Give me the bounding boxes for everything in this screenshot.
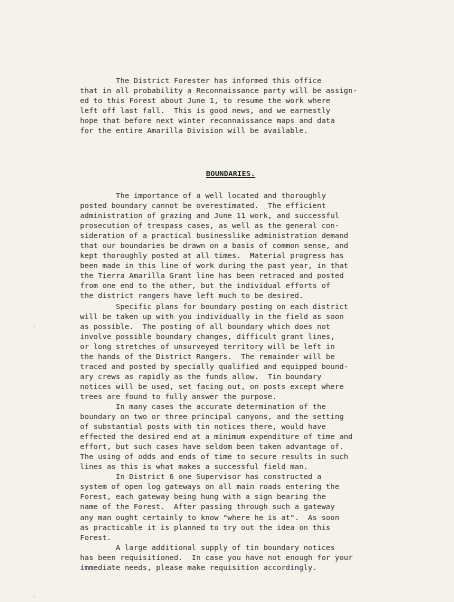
body-line: has been requisitioned. In case you have not enough for your <box>80 552 353 562</box>
body-line: from one end to the other, but the individual efforts of <box>80 281 331 291</box>
intro-line: hope that before next winter reconnaissance maps and data <box>80 116 335 126</box>
body-line: will be taken up with you individually in the field as soon <box>80 311 344 321</box>
body-line: posted boundary cannot be overestimated. The efficient <box>80 201 326 211</box>
body-line: any man ought certainly to know "where he is at". As soon <box>80 512 340 522</box>
body-line: Forest. <box>80 532 112 542</box>
body-line: ary crews as rapidly as the funds allow. Tin boundary <box>80 371 322 381</box>
body-line: the district rangers have left much to be desired. <box>80 291 304 301</box>
body-line: A large additional supply of tin boundary notices <box>80 542 335 552</box>
body-line: kept thoroughly posted at all times. Material progress has <box>80 251 344 261</box>
body-line: or long stretches of unsurveyed territory will be left in <box>80 341 335 351</box>
boundaries-section-body <box>80 191 420 573</box>
body-line: prosecution of trespass cases, as well as the general con- <box>80 221 340 231</box>
intro-paragraph <box>80 76 420 136</box>
body-line: lines as this is what makes a successful field man. <box>80 462 309 472</box>
intro-line: ed to this Forest about June 1, to resume the work where <box>80 96 331 106</box>
body-line: In many cases the accurate determination of the <box>80 401 326 411</box>
body-line: of substantial posts with tin notices there, would have <box>80 422 326 432</box>
body-line: that our boundaries be drawn on a basis of common sense, and <box>80 241 349 251</box>
body-line: involve possible boundary changes, difficult grant lines, <box>80 331 335 341</box>
intro-line: The District Forester has informed this office <box>80 76 322 85</box>
body-line: the Tierra Amarilla Grant line has been retraced and posted <box>80 271 344 281</box>
body-line: immediate needs, please make requisition accordingly. <box>80 562 317 572</box>
body-line: the hands of the District Rangers. The remainder will be <box>80 351 335 361</box>
intro-line: for the entire Amarilla Division will be available. <box>80 126 309 136</box>
body-line: system of open log gateways on all main roads entering the <box>80 482 340 492</box>
body-line: as practicable it is planned to try out the idea on this <box>80 522 331 532</box>
intro-line: that in all probability a Reconnaissance party will be assign- <box>80 86 358 96</box>
body-line: In District 6 one Supervisor has constructed a <box>80 472 322 482</box>
margin-mark: - <box>32 592 37 601</box>
body-line: Specific plans for boundary posting on each district <box>80 301 349 311</box>
section-heading: BOUNDARIES. <box>206 169 256 178</box>
body-line: The importance of a well located and thoroughly <box>80 191 326 200</box>
body-line: administration of grazing and June 11 work, and successful <box>80 211 340 221</box>
intro-line: left off last fall. This is good news, and we earnestly <box>80 106 331 116</box>
body-line: sideration of a practical businesslike administration demand <box>80 231 349 241</box>
body-line: Forest, each gateway being hung with a sign bearing the <box>80 492 326 502</box>
margin-mark: - <box>32 322 37 331</box>
body-line: as possible. The posting of all boundary which does not <box>80 321 331 331</box>
body-line: name of the Forest. After passing through such a gateway <box>80 502 335 512</box>
body-line: boundary on two or three principal canyons, and the setting <box>80 412 344 422</box>
body-line: effected the desired end at a minimum expenditure of time and <box>80 432 353 442</box>
body-line: trees are found to fully answer the purpose. <box>80 391 277 401</box>
body-line: notices will be used, set facing out, on posts except where <box>80 381 344 391</box>
body-line: been made in this line of work during the past year, in that <box>80 261 349 271</box>
body-line: The using of odds and ends of time to secure results in such <box>80 452 349 462</box>
body-line: effort, but such cases have seldom been taken advantage of. <box>80 442 344 452</box>
body-line: traced and posted by specially qualified and equipped bound- <box>80 361 349 371</box>
